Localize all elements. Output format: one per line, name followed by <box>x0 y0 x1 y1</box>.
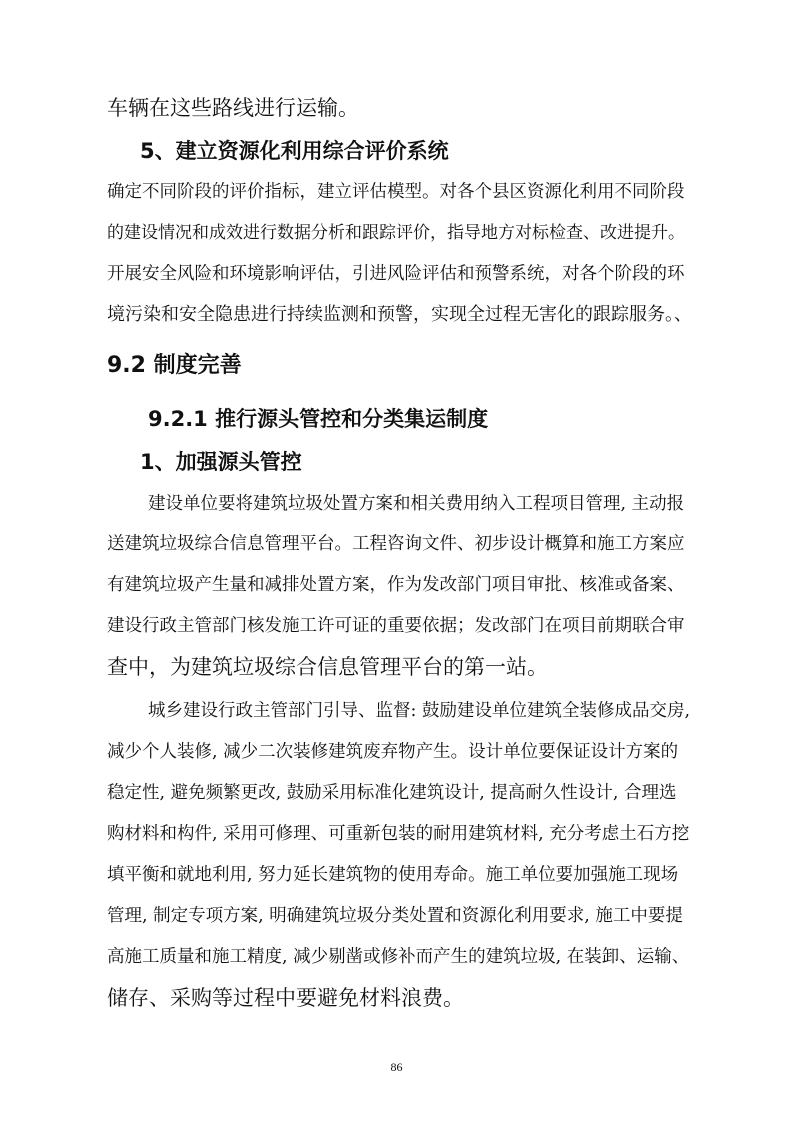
subsection-heading: 9.2.1 推行源头管控和分类集运制度 <box>148 407 489 431</box>
text-line: 建设行政主管部门核发施工许可证的重要依据；发改部门在项目前期联合审 <box>107 616 685 636</box>
page-number: 86 <box>390 1060 403 1074</box>
text-line: 确定不同阶段的评价指标，建立评估模型。对各个县区资源化利用不同阶段 <box>107 182 685 202</box>
text-line: 高施工质量和施工精度, 减少剔凿或修补而产生的建筑垃圾, 在装卸、运输、 <box>107 947 690 967</box>
subheading-5: 5、建立资源化利用综合评价系统 <box>140 139 449 163</box>
text-line: 车辆在这些路线进行运输。 <box>107 96 359 120</box>
text-line: 储存、采购等过程中要避免材料浪费。 <box>107 986 464 1010</box>
text-line: 有建筑垃圾产生量和减排处置方案，作为发改部门项目审批、核准或备案、 <box>107 575 685 595</box>
text-line: 稳定性, 避免频繁更改, 鼓励采用标准化建筑设计, 提高耐久性设计, 合理选 <box>107 783 677 803</box>
text-line: 的建设情况和成效进行数据分析和跟踪评价，指导地方对标检查、改进提升。 <box>107 223 685 243</box>
text-line: 送建筑垃圾综合信息管理平台。工程咨询文件、初步设计概算和施工方案应 <box>107 534 685 554</box>
text-line: 城乡建设行政主管部门引导、监督: 鼓励建设单位建筑全装修成品交房, <box>148 701 691 721</box>
text-line: 填平衡和就地利用, 努力延长建筑物的使用寿命。施工单位要加强施工现场 <box>107 865 679 885</box>
text-line: 管理, 制定专项方案, 明确建筑垃圾分类处置和资源化利用要求, 施工中要提 <box>107 906 683 926</box>
text-line: 减少个人装修, 减少二次装修建筑废弃物产生。设计单位要保证设计方案的 <box>107 742 679 762</box>
text-line: 查中，为建筑垃圾综合信息管理平台的第一站。 <box>107 655 548 679</box>
subheading-1: 1、加强源头管控 <box>140 450 302 474</box>
text-line: 开展安全风险和环境影响评估，引进风险评估和预警系统，对各个阶段的环 <box>107 264 685 284</box>
text-line: 境污染和安全隐患进行持续监测和预警，实现全过程无害化的跟踪服务。、 <box>107 304 692 325</box>
text-line: 购材料和构件, 采用可修理、可重新包装的耐用建筑材料, 充分考虑土石方挖 <box>107 824 690 844</box>
text-line: 建设单位要将建筑垃圾处置方案和相关费用纳入工程项目管理, 主动报 <box>148 494 685 514</box>
section-heading: 9.2 制度完善 <box>107 353 242 378</box>
